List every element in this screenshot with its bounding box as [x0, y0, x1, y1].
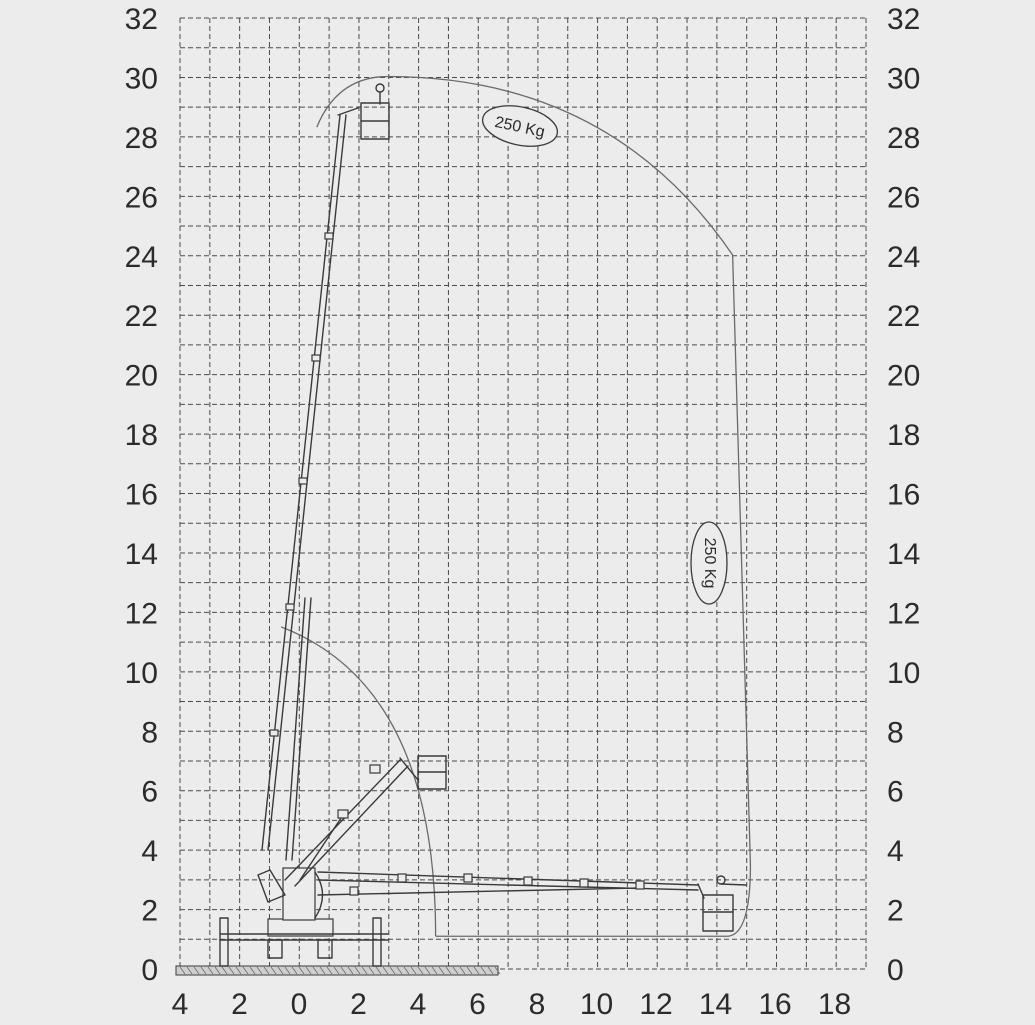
y-tick-label-left: 26 — [124, 181, 158, 215]
boom-diagonal-edge — [295, 766, 408, 886]
x-tick-label: 6 — [469, 988, 486, 1021]
boom-section-joint — [398, 874, 406, 882]
y-tick-label-left: 0 — [141, 954, 158, 987]
tick-labels — [125, 3, 921, 1021]
boom-section-joint — [312, 355, 320, 361]
boom-section-joint — [524, 877, 532, 885]
load-label-top: 250 Kg — [493, 113, 547, 142]
boom-section-joint — [338, 810, 348, 818]
y-tick-label-right: 8 — [887, 716, 904, 750]
boom-section-joint — [325, 233, 333, 239]
y-tick-label-right: 22 — [887, 300, 921, 334]
outer-envelope — [317, 77, 751, 937]
x-tick-label: 10 — [579, 988, 614, 1021]
y-tick-label-left: 24 — [124, 240, 158, 274]
y-tick-label-right: 4 — [887, 835, 904, 869]
y-tick-label-right: 6 — [887, 775, 904, 809]
y-tick-label-right: 32 — [887, 3, 921, 36]
y-tick-label-left: 12 — [124, 597, 158, 631]
y-tick-label-right: 14 — [887, 537, 921, 571]
y-tick-label-left: 18 — [124, 419, 158, 453]
y-tick-label-left: 8 — [141, 716, 158, 750]
y-tick-label-right: 30 — [887, 62, 921, 96]
y-tick-label-right: 0 — [887, 954, 904, 987]
operator-top — [376, 84, 384, 92]
load-label-side: 250 Kg — [700, 537, 718, 589]
y-tick-label-right: 2 — [887, 894, 904, 928]
axle-left — [268, 940, 282, 958]
boom-diagonal-edge — [300, 815, 343, 880]
basket-low — [703, 895, 733, 931]
boom-section-joint — [299, 478, 307, 484]
boom-section-joint — [636, 881, 644, 889]
y-tick-label-right: 20 — [887, 359, 921, 393]
boom-section-joint — [370, 765, 380, 773]
y-tick-label-right: 16 — [887, 478, 921, 512]
y-tick-label-left: 10 — [124, 656, 158, 690]
y-tick-label-right: 26 — [887, 181, 921, 215]
load-labels — [479, 100, 727, 604]
jib-raised — [338, 108, 358, 115]
x-tick-label: 0 — [290, 988, 308, 1021]
y-tick-label-left: 14 — [124, 537, 158, 571]
x-tick-label: 8 — [528, 988, 546, 1021]
x-tick-label: 2 — [350, 988, 367, 1021]
turret — [283, 868, 315, 920]
y-tick-label-right: 18 — [887, 419, 921, 453]
y-tick-label-left: 28 — [124, 121, 158, 155]
y-tick-label-right: 10 — [887, 656, 921, 690]
x-tick-label: 4 — [409, 988, 427, 1021]
grid — [180, 18, 866, 969]
x-tick-label: 2 — [231, 988, 248, 1021]
y-tick-label-left: 2 — [141, 894, 158, 928]
y-tick-label-left: 22 — [124, 300, 158, 334]
working-envelope — [281, 77, 750, 937]
boom-section-joint — [580, 879, 588, 887]
y-tick-label-left: 32 — [124, 3, 158, 36]
x-tick-label: 18 — [817, 988, 852, 1021]
boom-horizontal-edge — [318, 888, 640, 895]
boom-pivot — [258, 870, 285, 902]
y-tick-label-left: 6 — [141, 775, 158, 809]
y-tick-label-right: 28 — [887, 121, 921, 155]
boom-section-joint — [270, 730, 278, 736]
y-tick-label-left: 20 — [124, 359, 158, 393]
boom-section-joint — [350, 887, 358, 895]
y-tick-label-right: 24 — [887, 240, 921, 274]
boom-section-joint — [286, 604, 294, 610]
x-tick-label: 16 — [758, 988, 792, 1021]
operator-low-arm — [721, 884, 746, 885]
x-tick-label: 12 — [639, 988, 673, 1021]
y-tick-label-right: 12 — [887, 597, 921, 631]
y-tick-label-left: 16 — [124, 478, 158, 512]
outrigger-leg-right — [373, 918, 381, 966]
y-tick-label-left: 4 — [141, 835, 158, 869]
aerial-platform-drawing — [176, 84, 746, 975]
x-tick-label: 14 — [698, 988, 733, 1021]
y-tick-label-left: 30 — [124, 62, 158, 96]
boom-section-joint — [464, 874, 472, 882]
outrigger-leg-left — [220, 918, 228, 966]
axle-right — [318, 940, 332, 958]
x-tick-label: 4 — [171, 988, 189, 1021]
